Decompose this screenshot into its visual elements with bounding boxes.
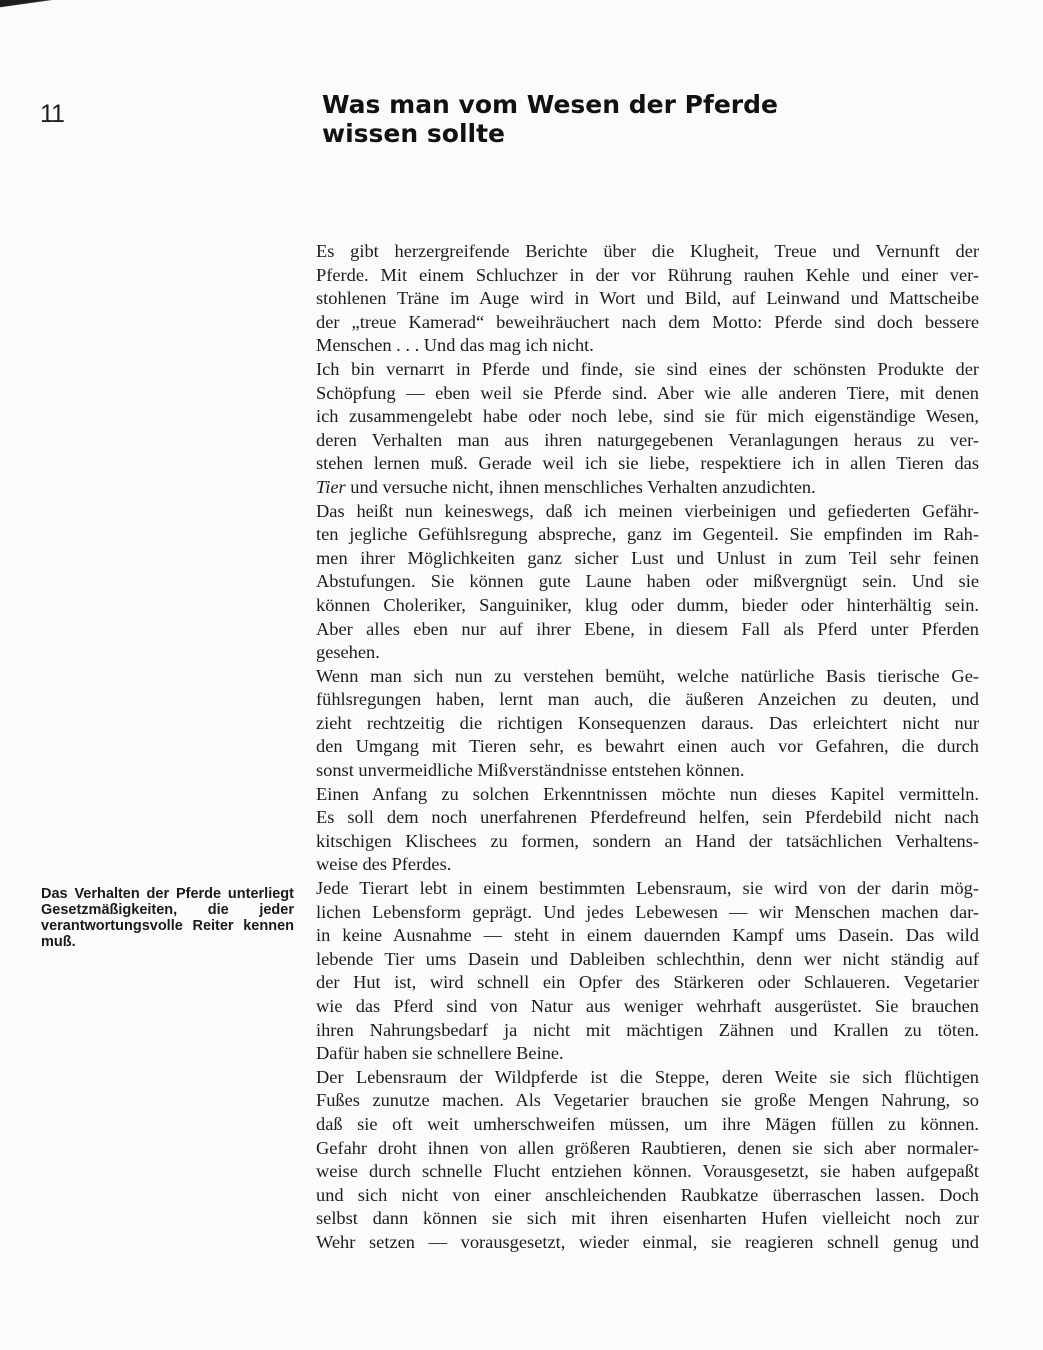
paragraph [316, 877, 979, 1066]
text-line: Einen Anfang zu solchen Erkenntnissen möchte nun dieses Kapitel vermitteln. [316, 783, 979, 804]
text-line: sonst unvermeidliche Mißverständnisse entstehen können. [316, 760, 745, 781]
text-line: gesehen. [316, 642, 380, 663]
text-segment: und versuche nicht, ihnen menschliches Verhalten anzudichten. [345, 476, 816, 497]
text-line [316, 476, 979, 500]
text-line: stehen lernen muß. Gerade weil ich sie liebe, respektiere ich in allen Tieren das [316, 453, 979, 474]
text-line: Es gibt herzergreifende Berichte über die Klugheit, Treue und Vernunft der [316, 241, 979, 261]
scan-edge-mark [0, 0, 62, 14]
body-text [316, 240, 979, 1255]
text-line: der „treue Kamerad“ beweihräuchert nach dem Motto: Pferde sind doch bessere [316, 311, 979, 332]
text-line: deren Verhalten man aus ihren naturgegebenen Veranlagungen heraus zu ver- [316, 429, 979, 450]
text-line: Menschen . . . Und das mag ich nicht. [316, 335, 594, 356]
text-line: Aber alles eben nur auf ihrer Ebene, in diesem Fall als Pferd unter Pferden [316, 618, 979, 639]
text-line: Schöpfung — eben weil sie Pferde sind. Aber wie alle anderen Tiere, mit denen [316, 382, 979, 403]
text-line: Fußes zunutze machen. Als Vegetarier brauchen sie große Mengen Nahrung, so [316, 1090, 979, 1111]
text-line: men ihrer Möglichkeiten ganz sicher Lust und Unlust in zum Teil sehr feinen [316, 547, 979, 568]
text-line: fühlsregungen haben, lernt man auch, die äußeren Anzeichen zu deuten, und [316, 689, 979, 710]
paragraph [316, 500, 979, 665]
text-line: können Choleriker, Sanguiniker, klug oder dumm, bieder oder hinterhältig sein. [316, 594, 979, 615]
text-line: selbst dann können sie sich mit ihren eisenharten Hufen vielleicht noch zur [316, 1208, 979, 1229]
text-line: ten jegliche Gefühlsregung abspreche, ganz im Gegenteil. Sie empfinden im Rah- [316, 524, 979, 545]
text-line: ihren Nahrungsbedarf ja nicht mit mächtigen Zähnen und Krallen zu töten. [316, 1019, 979, 1040]
text-line: ich zusammengelebt habe oder noch lebe, sind sie für mich eigenständige Wesen, [316, 406, 979, 427]
paragraph [316, 358, 979, 500]
text-line: Es soll dem noch unerfahrenen Pferdefreund helfen, sein Pferdebild nicht nach [316, 807, 979, 828]
paragraph [316, 1066, 979, 1255]
paragraph [316, 783, 979, 877]
text-line: Wehr setzen — vorausgesetzt, wieder einmal, sie reagieren schnell genug und [316, 1231, 979, 1252]
emphasized-word: Tier [316, 476, 346, 497]
text-line: der Hut ist, wird schnell ein Opfer des Stärkeren oder Schlaueren. Vegetarier [316, 972, 979, 993]
chapter-title-line: Was man vom Wesen der Pferde [322, 90, 778, 119]
chapter-title [322, 90, 962, 148]
text-line: daß sie oft weit umherschweifen müssen, um ihre Mägen füllen zu können. [316, 1113, 979, 1134]
text-line: Der Lebensraum der Wildpferde ist die Steppe, deren Weite sie sich flüchtigen [316, 1066, 979, 1087]
text-line: den Umgang mit Tieren sehr, es bewahrt einen auch vor Gefahren, die durch [316, 736, 979, 757]
text-line: weise des Pferdes. [316, 854, 452, 875]
text-line: stohlenen Träne im Auge wird in Wort und Bild, auf Leinwand und Mattscheibe [316, 288, 979, 309]
text-line: Pferde. Mit einem Schluchzer in der vor Rührung rauhen Kehle und einer ver- [316, 264, 979, 285]
text-line: Ich bin vernarrt in Pferde und finde, sie sind eines der schönsten Produkte der [316, 358, 979, 379]
chapter-title-line: wissen sollte [322, 119, 505, 148]
text-line: Wenn man sich nun zu verstehen bemüht, welche natürliche Basis tierische Ge- [316, 665, 979, 686]
text-line: Gefahr droht ihnen von allen größeren Raubtieren, denen sie sich aber normaler- [316, 1137, 979, 1158]
text-line: und sich nicht von einer anschleichenden Raubkatze überraschen lassen. Doch [316, 1184, 979, 1205]
text-line: Das heißt nun keineswegs, daß ich meinen vierbeinigen und gefiederten Gefähr- [316, 500, 979, 521]
text-line: Jede Tierart lebt in einem bestimmten Lebensraum, sie wird von der darin mög- [316, 878, 979, 899]
text-line: Dafür haben sie schnellere Beine. [316, 1043, 564, 1064]
text-line: wie das Pferd sind von Natur aus weniger wehrhaft ausgerüstet. Sie brauchen [316, 996, 979, 1016]
text-line: lichen Lebensform geprägt. Und jedes Lebewesen — wir Menschen machen dar- [316, 901, 979, 922]
text-line: kitschigen Klischees zu formen, sondern an Hand der tatsächlichen Verhaltens- [316, 830, 979, 851]
text-line: in keine Ausnahme — steht in einem dauernden Kampf ums Dasein. Das wild [316, 925, 979, 946]
margin-note: Das Verhalten der Pferde unterliegt Gesetzmäßigkeiten, die jeder verantwortungsvolle Reiter kennen muß. [41, 886, 294, 950]
page-number: 11 [40, 100, 64, 128]
text-line: lebende Tier ums Dasein und Dableiben schlechthin, denn wer nicht ständig auf [316, 948, 979, 969]
text-line: Abstufungen. Sie können gute Laune haben oder mißvergnügt sein. Und sie [316, 571, 979, 592]
text-line: weise durch schnelle Flucht entziehen können. Vorausgesetzt, sie haben aufgepaßt [316, 1161, 979, 1182]
paragraph [316, 665, 979, 783]
paragraph [316, 240, 979, 358]
text-line: zieht rechtzeitig die richtigen Konsequenzen daraus. Das erleichtert nicht nur [316, 712, 979, 733]
